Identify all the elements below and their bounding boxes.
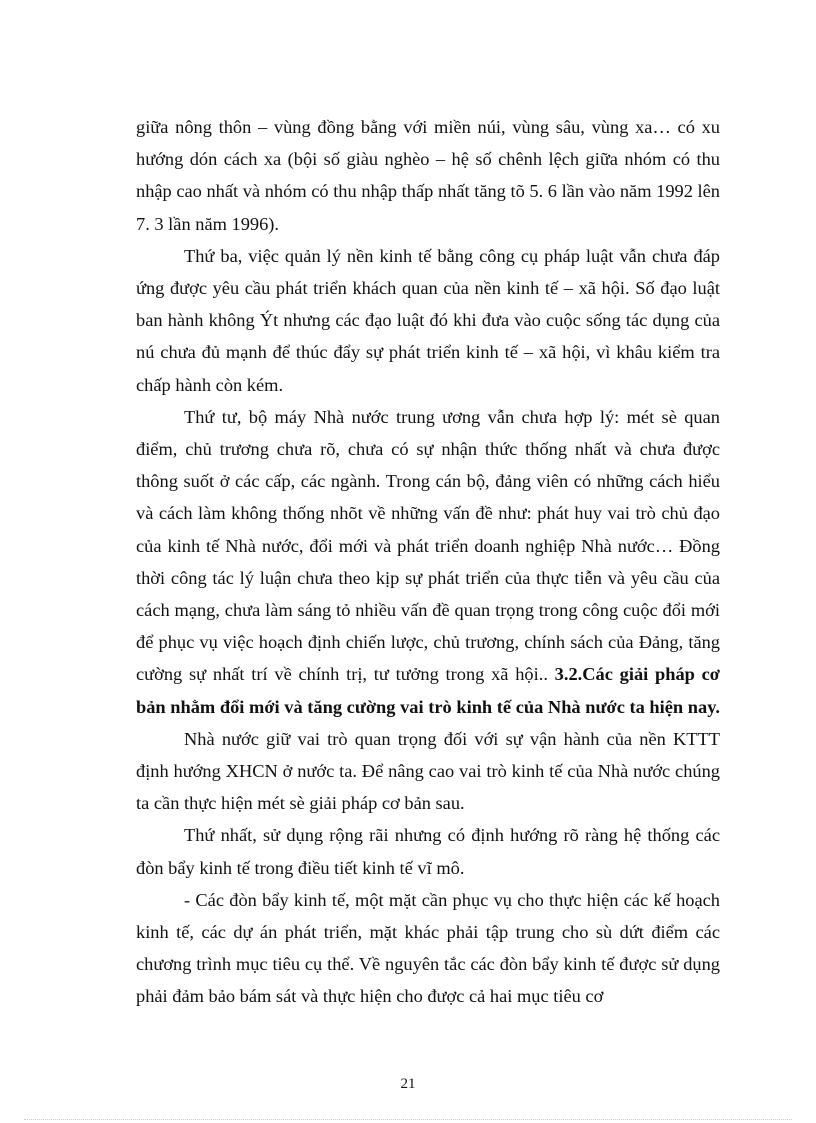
paragraph-economic-levers: - Các đòn bẩy kinh tế, một mặt cần phục vụ cho thực hiện các kế hoạch kinh tế, các dự án phát triển, mặt khác phải tập trung cho sù dứt điểm các chương trình mục tiêu cụ thể. Về nguyên tắc các đòn bẩy kinh tế được sử dụng phải đảm bảo bám sát và thực hiện cho được cả hai mục tiêu cơ bbox=[136, 889, 720, 1007]
paragraph-fourth-point-text: Thứ tư, bộ máy Nhà nước trung ương vẫn chưa hợp lý: mét sè quan điểm, chủ trương chưa rõ, chưa có sự nhận thức thống nhất và chưa được thông suốt ở các cấp, các ngành. Trong cán bộ, đảng viên có những cách hiểu và cách làm không thống nhõt về những vấn đề như: phát huy vai trò chủ đạo của kinh tế Nhà nước, đổi mới và phát triển doanh nghiệp Nhà nước… Đồng thời công tác lý luận chưa theo kịp sự phát triển của thực tiễn và yêu cầu của cách mạng, chưa làm sáng tỏ nhiều vấn đề quan trọng trong công cuộc đổi mới để phục vụ việc hoạch định chiến lược, chủ trương, chính sách của Đảng, tăng cường sự nhất trí về chính trị, tư tưởng trong xã hội.. bbox=[136, 406, 720, 685]
footer-divider bbox=[24, 1119, 792, 1120]
paragraph-income-gap: giữa nông thôn – vùng đồng bằng với miền núi, vùng sâu, vùng xa… có xu hướng dón cách xa (bội số giàu nghèo – hệ số chênh lệch giữa nhóm có thu nhập cao nhất và nhóm có thu nhập thấp nhất tăng tõ 5. 6 lần vào năm 1992 lên 7. 3 lần năm 1996). bbox=[136, 117, 720, 234]
paragraph-intro-solutions: Nhà nước giữ vai trò quan trọng đối với sự vận hành của nền KTTT định hướng XHCN ở nước ta. Để nâng cao vai trò kinh tế của Nhà nước chúng ta cần thực hiện mét sè giải pháp cơ bản sau. bbox=[136, 728, 720, 814]
section-heading: 3.2.Các giải pháp cơ bản nhằm đổi mới và tăng cường vai trò kinh tế của Nhà nước ta hiện nay. bbox=[136, 664, 720, 717]
body-text bbox=[136, 111, 720, 1013]
page-number: 21 bbox=[400, 1076, 416, 1092]
paragraph-third-point: Thứ ba, việc quản lý nền kinh tế bằng công cụ pháp luật vẫn chưa đáp ứng được yêu cầu phát triển khách quan của nền kinh tế – xã hội. Số đạo luật ban hành không Ýt nhưng các đạo luật đó khi đưa vào cuộc sống tác dụng của nú chưa đủ mạnh để thúc đẩy sự phát triển kinh tế – xã hội, vì khâu kiểm tra chấp hành còn kém. bbox=[136, 245, 720, 395]
paragraph-first-solution: Thứ nhất, sử dụng rộng rãi nhưng có định hướng rõ ràng hệ thống các đòn bẩy kinh tế trong điều tiết kinh tế vĩ mô. bbox=[136, 825, 720, 878]
paragraph-fourth-point bbox=[136, 401, 720, 723]
